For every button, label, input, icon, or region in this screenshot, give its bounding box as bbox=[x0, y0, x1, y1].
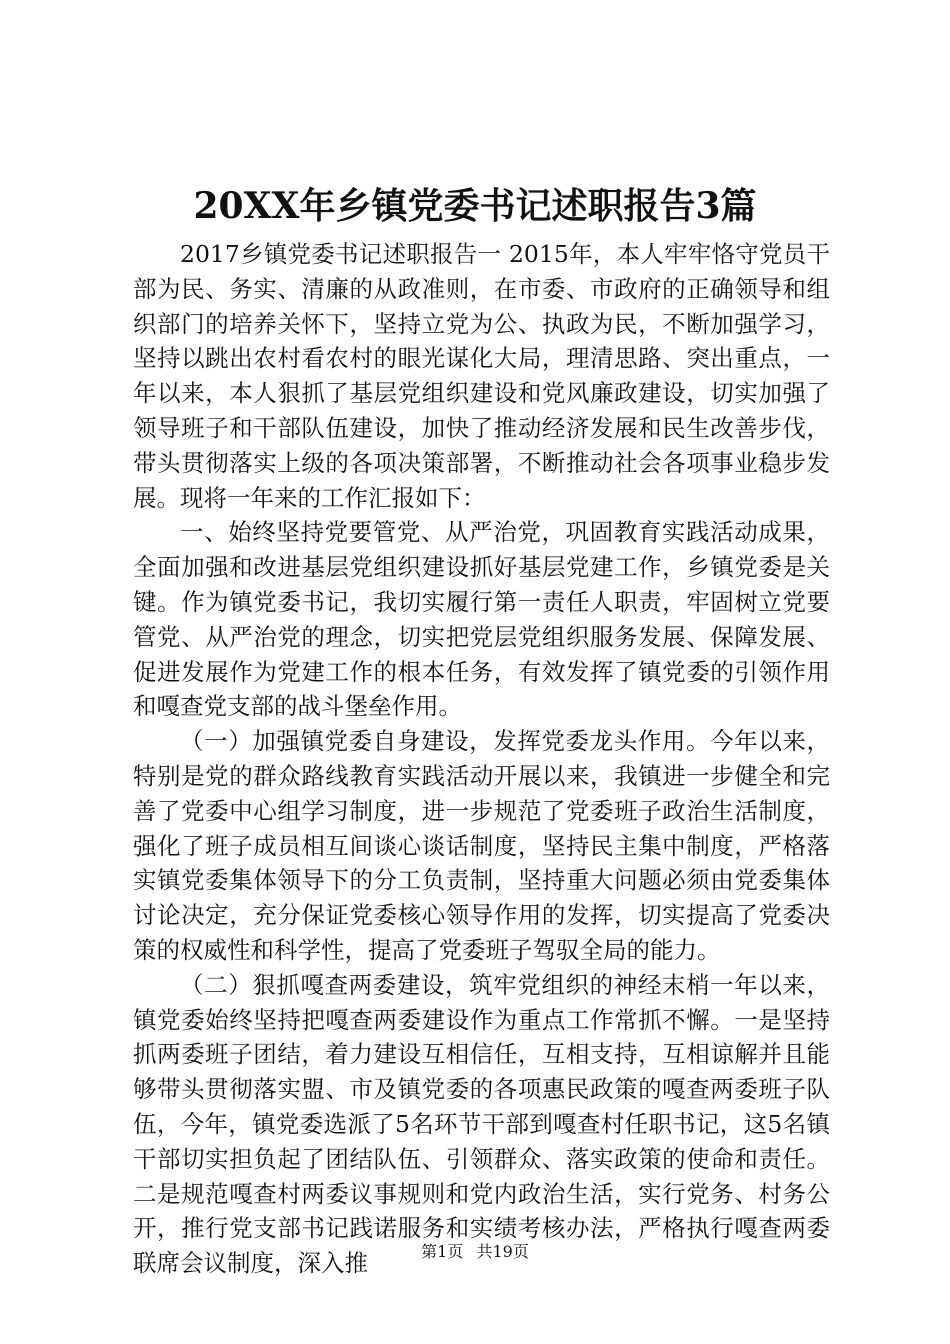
paragraph-subsection-2: （二）狠抓嘎查两委建设，筑牢党组织的神经末梢一年以来，镇党委始终坚持把嘎查两委建设作为重点工作常抓不懈。一是坚持抓两委班子团结，着力建设互相信任，互相支持，互相谅解并且能够带头贯彻落实盟、市及镇党委的各项惠民政策的嘎查两委班子队伍，今年，镇党委选派了5名环节干部到嘎查村任职书记，这5名镇干部切实担负起了团结队伍、引领群众、落实政策的使命和责任。二是规范嘎查村两委议事规则和党内政治生活，实行党务、村务公开，推行党支部书记践诺服务和实绩考核办法，严格执行嘎查两委联席会议制度，深入推 bbox=[133, 970, 830, 1278]
page-footer bbox=[0, 1241, 950, 1263]
page-number: 第1页 bbox=[421, 1242, 464, 1261]
document-title: 20XX年乡镇党委书记述职报告3篇 bbox=[193, 185, 757, 227]
page-total: 共19页 bbox=[476, 1242, 529, 1261]
document-body bbox=[133, 237, 830, 1281]
paragraph-intro: 2017乡镇党委书记述职报告一 2015年，本人牢牢恪守党员干部为民、务实、清廉的从政准则，在市委、市政府的正确领导和组织部门的培养关怀下，坚持立党为公、执政为民，不断加强学习，坚持以跳出农村看农村的眼光谋化大局，理清思路、突出重点，一年以来，本人狠抓了基层党组织建设和党风廉政建设，切实加强了领导班子和干部队伍建设，加快了推动经济发展和民生改善步伐，带头贯彻落实上级的各项决策部署，不断推动社会各项事业稳步发展。现将一年来的工作汇报如下： bbox=[133, 240, 830, 512]
paragraph-section-1: 一、始终坚持党要管党、从严治党，巩固教育实践活动成果，全面加强和改进基层党组织建设抓好基层党建工作，乡镇党委是关键。作为镇党委书记，我切实履行第一责任人职责，牢固树立党要管党、从严治党的理念，切实把党层党组织服务发展、保障发展、促进发展作为党建工作的根本任务，有效发挥了镇党委的引领作用和嘎查党支部的战斗堡垒作用。 bbox=[133, 518, 830, 721]
paragraph-subsection-1: （一）加强镇党委自身建设，发挥党委龙头作用。今年以来，特别是党的群众路线教育实践活动开展以来，我镇进一步健全和完善了党委中心组学习制度，进一步规范了党委班子政治生活制度，强化了班子成员相互间谈心谈话制度，坚持民主集中制度，严格落实镇党委集体领导下的分工负责制，坚持重大问题必须由党委集体讨论决定，充分保证党委核心领导作用的发挥，切实提高了党委决策的权威性和科学性，提高了党委班子驾驭全局的能力。 bbox=[133, 727, 830, 964]
